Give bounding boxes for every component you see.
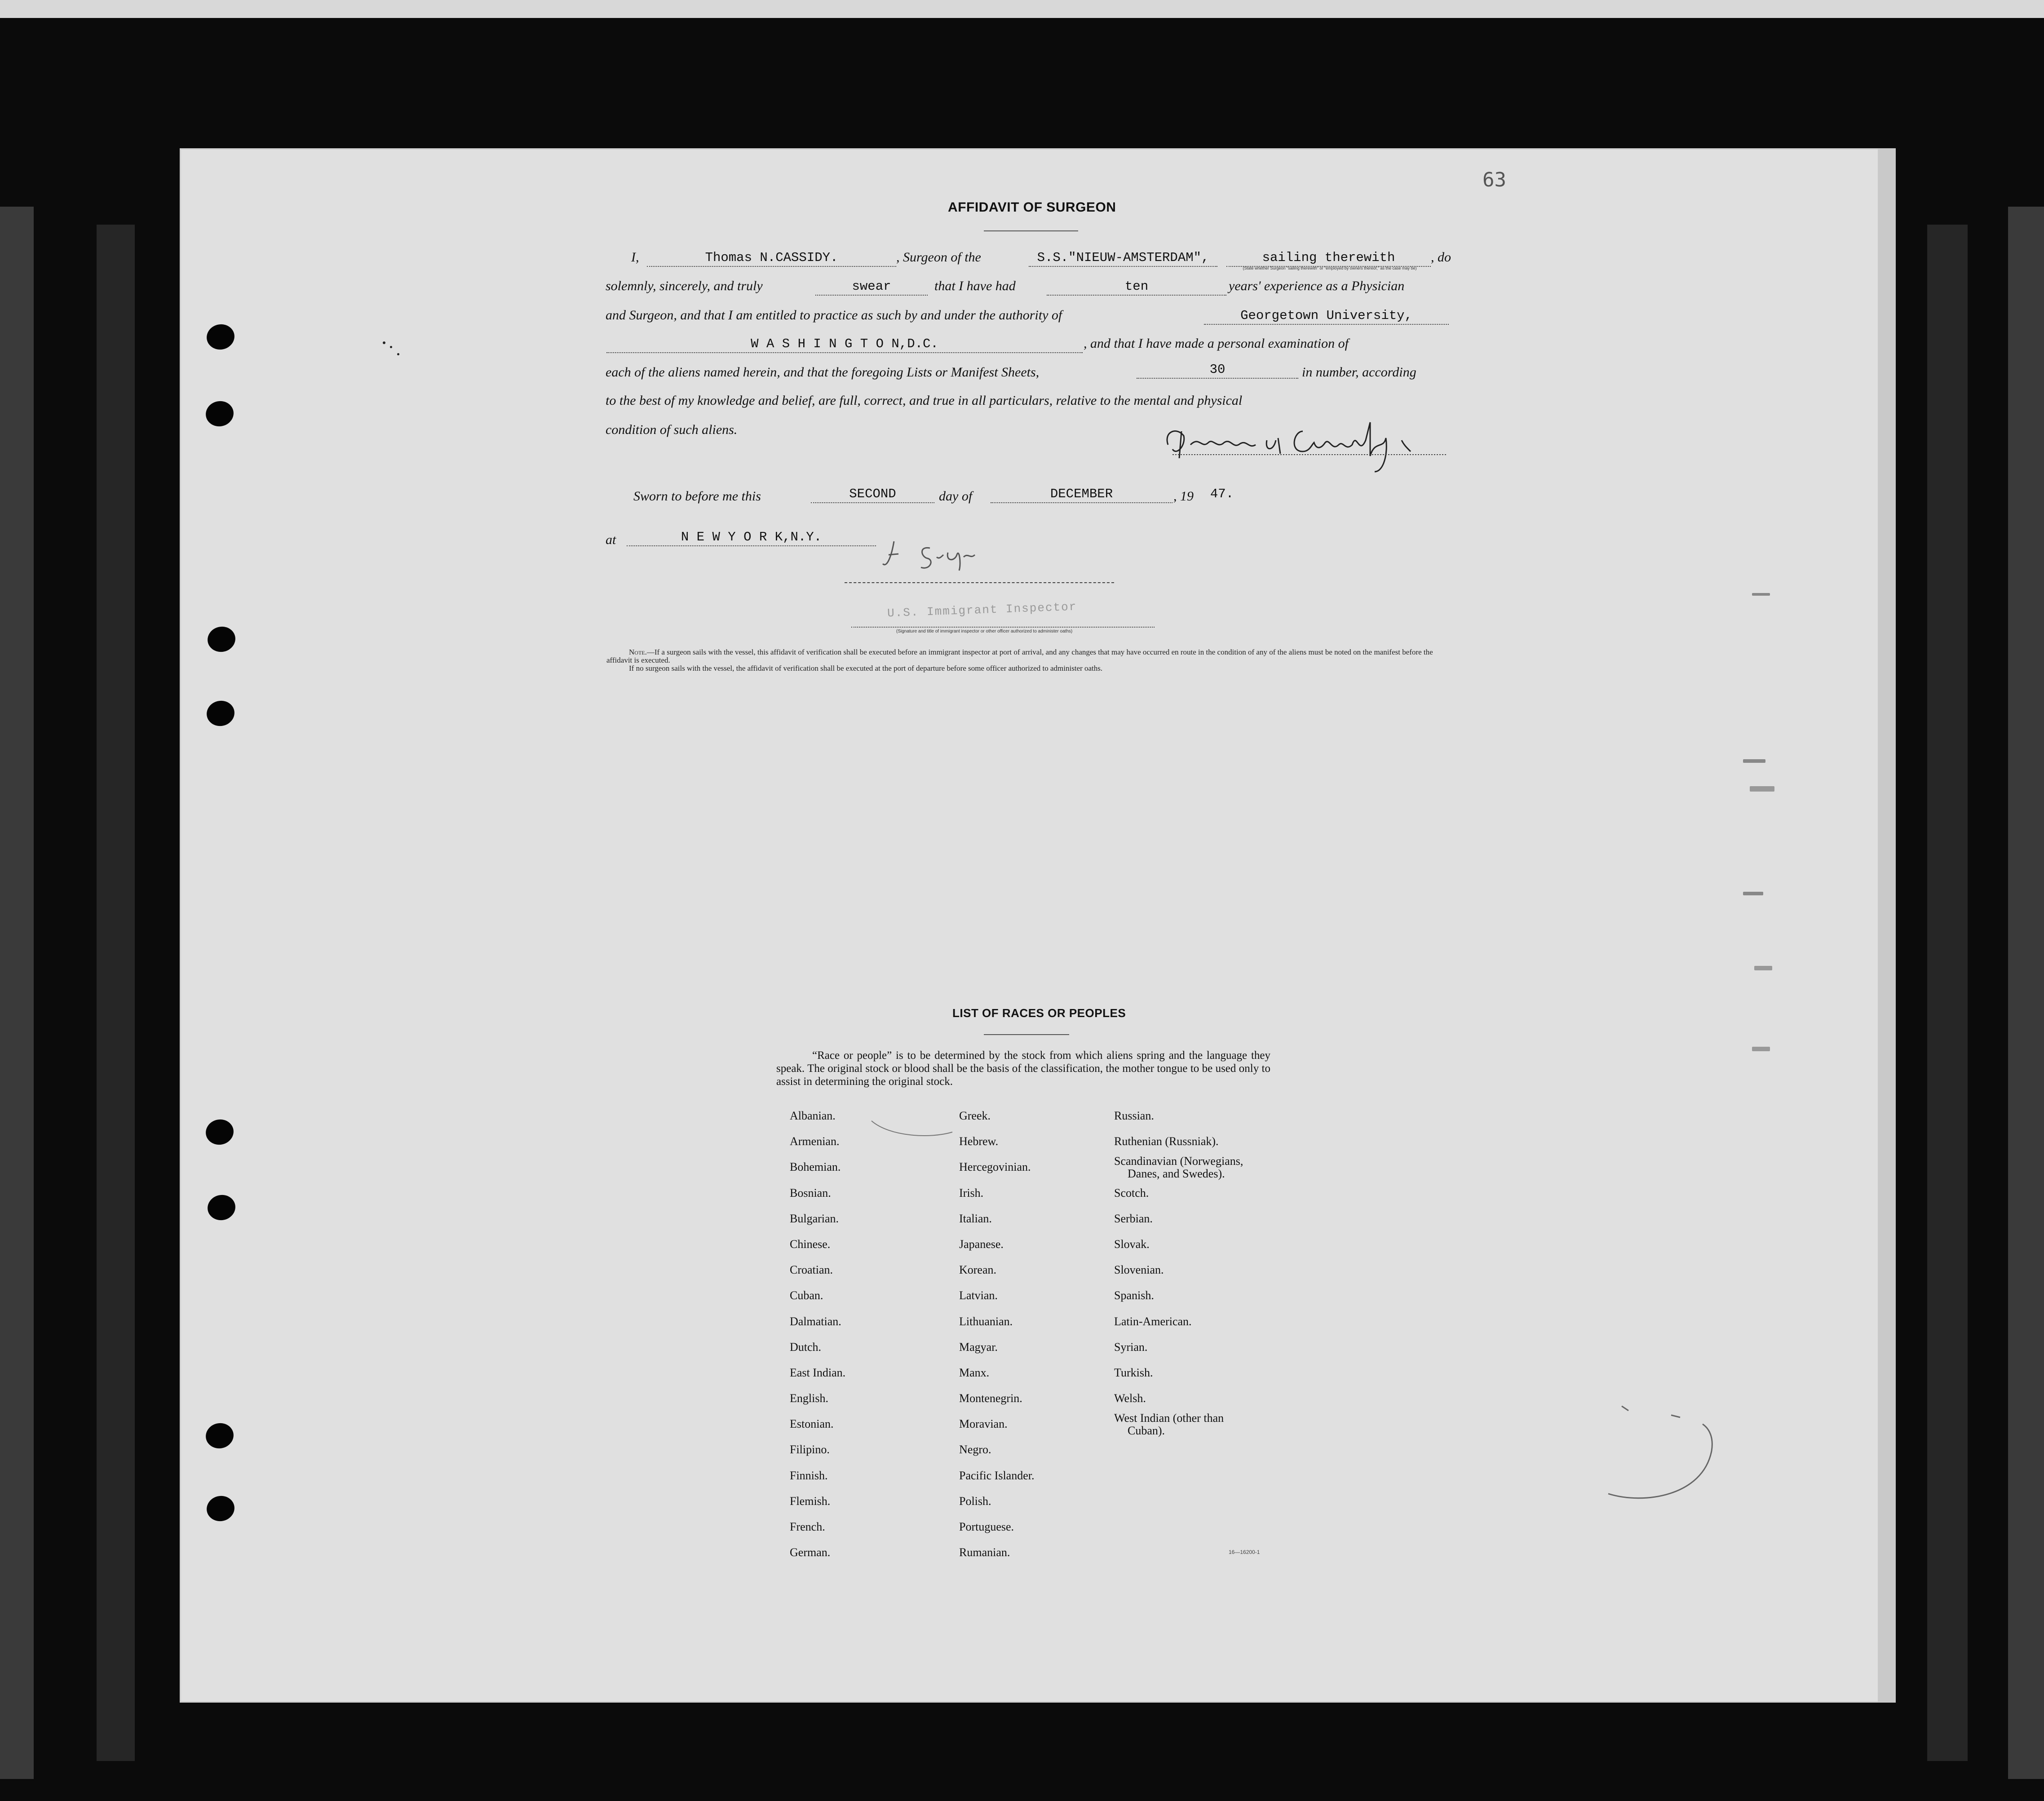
race-item: Cuban. xyxy=(790,1289,823,1302)
speck xyxy=(397,353,399,355)
race-item: Dutch. xyxy=(790,1340,822,1354)
race-item: Flemish. xyxy=(790,1494,831,1508)
race-item: Croatian. xyxy=(790,1263,833,1277)
years-field: ten xyxy=(1047,279,1226,296)
day-of-text: day of xyxy=(939,489,973,504)
affidavit-opening: I, xyxy=(631,250,639,265)
sheets-field: 30 xyxy=(1137,362,1298,379)
races-title-rule xyxy=(984,1034,1069,1035)
race-item: Turkish. xyxy=(1114,1366,1153,1379)
race-item: Russian. xyxy=(1114,1109,1154,1122)
race-item: Negro. xyxy=(959,1443,991,1456)
race-item: Hercegovinian. xyxy=(959,1160,1031,1174)
race-item: Korean. xyxy=(959,1263,997,1277)
race-item: Magyar. xyxy=(959,1340,998,1354)
race-item: Bulgarian. xyxy=(790,1212,839,1225)
film-strip-right xyxy=(2008,207,2044,1779)
faint-stamp-mark-2 xyxy=(867,1114,957,1141)
race-item: Armenian. xyxy=(790,1135,840,1148)
solemnly-text: solemnly, sincerely, and truly xyxy=(606,279,763,293)
race-item: Bosnian. xyxy=(790,1186,831,1199)
race-item: Manx. xyxy=(959,1366,990,1379)
speck xyxy=(1743,892,1763,895)
film-border-top xyxy=(0,0,2044,18)
film-strip-left-inner xyxy=(97,225,135,1761)
speck xyxy=(1754,966,1772,970)
race-item: Irish. xyxy=(959,1186,984,1199)
speck xyxy=(1752,1047,1770,1051)
races-title: LIST OF RACES OR PEOPLES xyxy=(952,1006,1126,1020)
inspector-title: U.S. Immigrant Inspector xyxy=(887,600,1077,620)
race-item: Latin-American. xyxy=(1114,1314,1192,1328)
race-item: French. xyxy=(790,1520,825,1533)
aliens-text: each of the aliens named herein, and that the foregoing Lists or Manifest Sheets, xyxy=(606,365,1040,380)
race-item: Slovak. xyxy=(1114,1237,1150,1251)
inspector-title-line xyxy=(851,627,1155,628)
form-code: 16—16200-1 xyxy=(1229,1549,1260,1555)
page-edge-shadow xyxy=(1878,148,1896,1703)
surgeon-signature xyxy=(1159,413,1451,476)
race-item: Spanish. xyxy=(1114,1289,1154,1302)
signature-line xyxy=(845,582,1114,583)
year-field: 47. xyxy=(1210,487,1234,501)
race-item: Italian. xyxy=(959,1212,992,1225)
race-item: Ruthenian (Russniak). xyxy=(1114,1135,1219,1148)
speck xyxy=(390,346,392,348)
race-item: Scotch. xyxy=(1114,1186,1149,1199)
race-item-line: Scandinavian (Norwegians, xyxy=(1114,1155,1243,1168)
sworn-day-field: SECOND xyxy=(811,486,934,503)
race-item xyxy=(1114,1411,1243,1437)
race-item: Portuguese. xyxy=(959,1520,1014,1533)
races-column-2 xyxy=(959,1103,1035,1565)
race-item: Finnish. xyxy=(790,1469,828,1482)
at-text: at xyxy=(606,532,616,547)
year-prefix: , 19 xyxy=(1173,489,1194,504)
race-item: Montenegrin. xyxy=(959,1392,1022,1405)
race-item: Greek. xyxy=(959,1109,991,1122)
note-label: Note. xyxy=(629,648,647,656)
condition-text: condition of such aliens. xyxy=(606,422,738,437)
race-item: East Indian. xyxy=(790,1366,846,1379)
race-item: Estonian. xyxy=(790,1417,834,1431)
speck xyxy=(1743,759,1765,763)
authority-field: Georgetown University, xyxy=(1204,308,1449,325)
examination-text: , and that I have made a personal examination of xyxy=(1084,336,1349,351)
film-strip-right-inner xyxy=(1927,225,1968,1761)
race-item: Latvian. xyxy=(959,1289,998,1302)
race-item-line: West Indian (other than xyxy=(1114,1412,1224,1425)
affidavit-title: AFFIDAVIT OF SURGEON xyxy=(948,200,1116,215)
sailing-hint: (State whether Surgeon "sailing therewith" or "employed by owners thereof," as the case may be) xyxy=(1243,266,1417,270)
signature-caption: (Signature and title of immigrant inspector or other officer authorized to administer oaths) xyxy=(896,629,1073,634)
oath-field: swear xyxy=(815,279,928,296)
that-i-have-had-text: that I have had xyxy=(934,279,1016,293)
races-column-3 xyxy=(1114,1103,1243,1437)
sworn-month-field: DECEMBER xyxy=(991,486,1172,503)
race-item: Moravian. xyxy=(959,1417,1008,1431)
speck xyxy=(1752,593,1770,596)
surgeon-of-label: , Surgeon of the xyxy=(896,250,981,265)
race-item: Hebrew. xyxy=(959,1135,999,1148)
race-item-line: Cuban). xyxy=(1128,1424,1165,1438)
faint-stamp-mark xyxy=(1554,1397,1721,1509)
race-item: Filipino. xyxy=(790,1443,830,1456)
speck xyxy=(383,341,385,344)
note-text-2: If no surgeon sails with the vessel, the affidavit of verification shall be executed at the port of departure before some officer authorized to administer oaths. xyxy=(629,664,1103,673)
race-item: English. xyxy=(790,1392,828,1405)
race-item: Syrian. xyxy=(1114,1340,1148,1354)
race-item-line: Danes, and Swedes). xyxy=(1128,1167,1225,1181)
race-item: Slovenian. xyxy=(1114,1263,1164,1277)
inspector-signature xyxy=(880,532,997,577)
race-item: German. xyxy=(790,1546,831,1559)
title-rule xyxy=(984,230,1078,231)
race-item: Dalmatian. xyxy=(790,1314,841,1328)
knowledge-text: to the best of my knowledge and belief, are full, correct, and true in all particulars, relative to the mental and physical xyxy=(606,393,1243,408)
race-item xyxy=(1114,1154,1243,1180)
race-item: Bohemian. xyxy=(790,1160,841,1174)
number-text: in number, according xyxy=(1302,365,1416,380)
affidavit-note xyxy=(606,648,1451,673)
do-label: , do xyxy=(1431,250,1451,265)
race-item: Chinese. xyxy=(790,1237,831,1251)
film-strip-left xyxy=(0,207,34,1779)
race-item: Rumanian. xyxy=(959,1546,1010,1559)
surgeon-name-field: Thomas N.CASSIDY. xyxy=(647,250,896,267)
vessel-field: S.S."NIEUW-AMSTERDAM", xyxy=(1029,250,1217,267)
page-number: 63 xyxy=(1482,168,1506,191)
race-item: Japanese. xyxy=(959,1237,1004,1251)
races-intro: “Race or people” is to be determined by the stock from which aliens spring and the language they speak. The original stock or blood shall be the basis of the classification, the mother tongue to be used only to assist in determining the original stock. xyxy=(776,1049,1270,1088)
location-field: W A S H I N G T O N,D.C. xyxy=(606,336,1083,353)
races-column-1 xyxy=(790,1103,845,1565)
sworn-place-field: N E W Y O R K,N.Y. xyxy=(627,529,876,546)
race-item: Lithuanian. xyxy=(959,1314,1013,1328)
experience-text: years' experience as a Physician xyxy=(1229,279,1405,293)
sailing-status-field: sailing therewith xyxy=(1226,250,1431,267)
speck xyxy=(1750,786,1774,792)
race-item: Polish. xyxy=(959,1494,991,1508)
race-item: Pacific Islander. xyxy=(959,1469,1035,1482)
race-item: Serbian. xyxy=(1114,1212,1153,1225)
sworn-text: Sworn to before me this xyxy=(633,489,761,504)
race-item: Albanian. xyxy=(790,1109,836,1122)
race-item: Welsh. xyxy=(1114,1392,1146,1405)
note-text-1: —If a surgeon sails with the vessel, this affidavit of verification shall be executed before an immigrant inspector at port of arrival, and any changes that may have occurred en route in the condition of any of the aliens must be noted on the manifest before the affidavit is executed. xyxy=(606,648,1433,664)
authority-text: and Surgeon, and that I am entitled to practice as such by and under the authority of xyxy=(606,308,1062,323)
